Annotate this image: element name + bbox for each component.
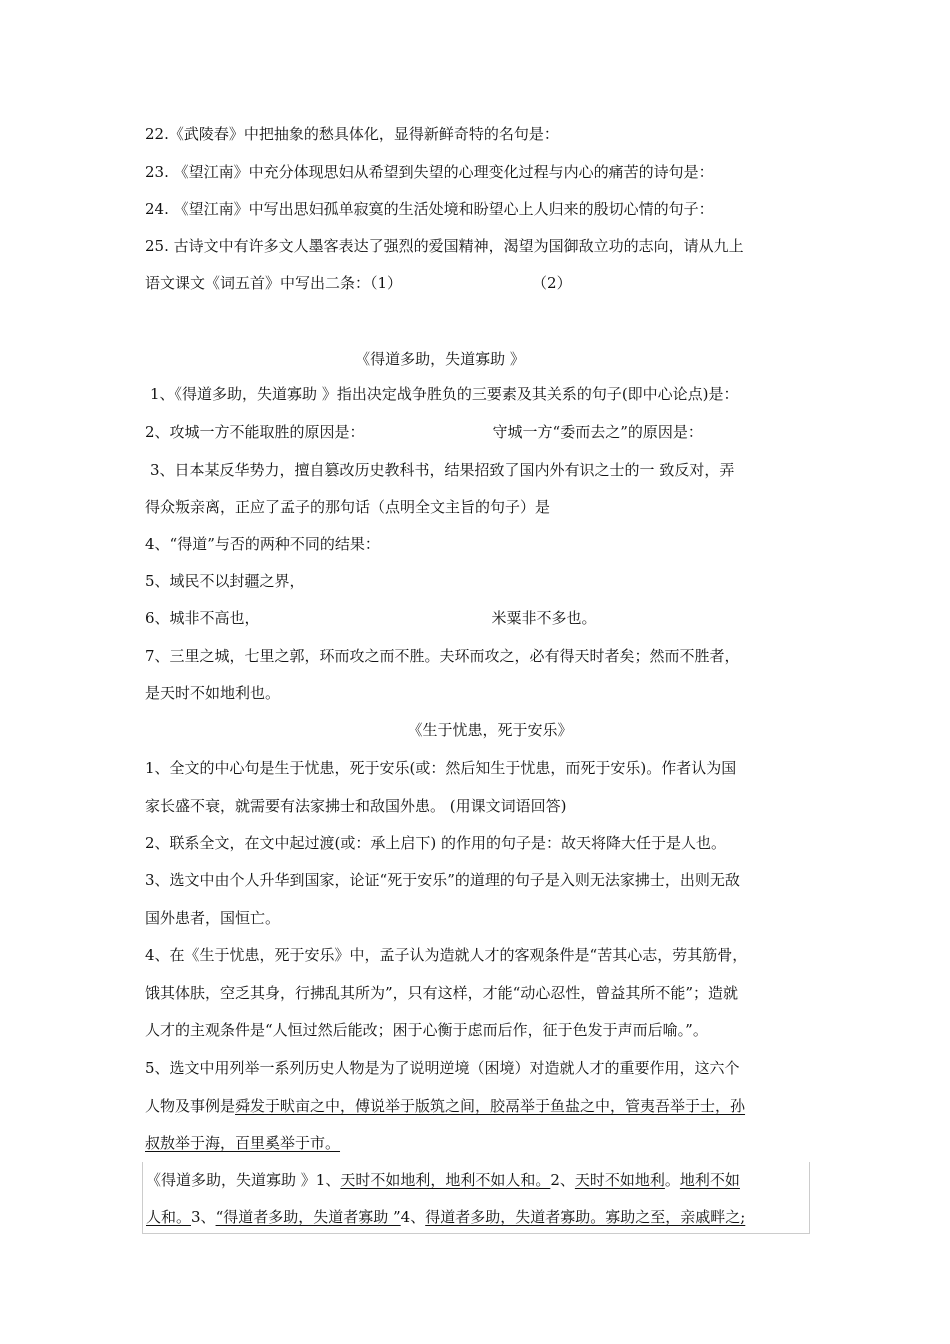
dedao-question-5: 5、域民不以封疆之界， xyxy=(145,572,305,590)
answer-1-prefix: 《得道多助，失道寡助 》1、 xyxy=(146,1171,341,1189)
question-25-line-1: 25. 古诗文中有许多文人墨客表达了强烈的爱国精神，渴望为国御敌立功的志向，请从九上 xyxy=(145,237,744,255)
youhuan-question-1-line-2: 家长盛不衰，就需要有法家拂士和敌国外患。 (用课文词语回答) xyxy=(145,797,567,815)
question-24: 24. 《望江南》中写出思妇孤单寂寞的生活处境和盼望心上人归来的殷切心情的句子： xyxy=(145,200,714,218)
answer-3-number: 3、 xyxy=(191,1208,216,1226)
youhuan-question-4-line-1: 4、在《生于忧患，死于安乐》中，孟子认为造就人才的客观条件是“苦其心志，劳其筋骨， xyxy=(145,946,748,964)
question-22: 22.《武陵春》中把抽象的愁具体化，显得新鲜奇特的名句是： xyxy=(145,125,559,143)
dedao-question-6-part-1: 6、城非不高也， xyxy=(145,609,260,627)
answer-3-text: “得道者多助，失道者寡助 ” xyxy=(215,1208,401,1226)
youhuan-question-3-line-1: 3、选文中由个人升华到国家，论证“死于安乐”的道理的句子是入则无法家拂士，出则无敌 xyxy=(145,871,740,889)
youhuan-question-5-prefix: 人物及事例是 xyxy=(145,1097,236,1115)
dedao-question-7-line-1: 7、三里之城，七里之郭，环而攻之而不胜。夫环而攻之，必有得天时者矣；然而不胜者， xyxy=(145,647,740,665)
dedao-question-7-line-2: 是天时不如地利也。 xyxy=(145,684,281,702)
youhuan-question-1-line-1: 1、全文的中心句是生于忧患，死于安乐(或：然后知生于忧患，而死于安乐)。作者认为国 xyxy=(145,759,737,777)
answer-box xyxy=(142,1162,810,1234)
youhuan-question-5-line-1: 5、选文中用列举一系列历史人物是为了说明逆境（困境）对造就人才的重要作用，这六个 xyxy=(145,1059,740,1077)
section-title-dedao: 《得道多助，失道寡助 》 xyxy=(355,350,525,368)
youhuan-question-5-line-3 xyxy=(145,1133,810,1153)
answer-4-text: 得道者多助，失道者寡助。寡助之至，亲戚畔之; xyxy=(425,1208,746,1226)
dedao-question-2-part-2: 守城一方“委而去之”的原因是： xyxy=(492,423,703,441)
section-title-youhuan: 《生于忧患，死于安乐》 xyxy=(407,721,573,739)
youhuan-question-4-line-2: 饿其体肤，空乏其身，行拂乱其所为”，只有这样，才能“动心忍性，曾益其所不能”；造就 xyxy=(145,984,739,1002)
answer-2-period: 。 xyxy=(664,1171,680,1189)
youhuan-question-3-line-2: 国外患者，国恒亡。 xyxy=(145,909,281,927)
question-25-line-2 xyxy=(145,273,810,293)
answer-1-text: 天时不如地利，地利不如人和。 xyxy=(340,1171,551,1189)
answer-2-text-b: 地利不如 xyxy=(679,1171,740,1189)
youhuan-question-5-line-2 xyxy=(145,1096,810,1116)
dedao-question-6 xyxy=(145,608,810,628)
dedao-question-3-line-2: 得众叛亲离，正应了孟子的那句话（点明全文主旨的句子）是 xyxy=(145,498,551,516)
dedao-question-6-part-2: 米粟非不多也。 xyxy=(491,609,597,627)
youhuan-question-5-answer-part-2: 叔敖举于海，百里奚举于市。 xyxy=(145,1134,341,1152)
question-25-part-1: 语文课文《词五首》中写出二条：（1） xyxy=(145,274,403,292)
question-25-part-2: （2） xyxy=(532,274,572,292)
youhuan-question-2: 2、联系全文，在文中起过渡(或：承上启下) 的作用的句子是：故天将降大任于是人也。 xyxy=(145,834,727,852)
answer-line-1 xyxy=(146,1170,811,1190)
youhuan-question-5-answer-part-1: 舜发于畎亩之中，傅说举于版筑之间，胶鬲举于鱼盐之中，管夷吾举于士，孙 xyxy=(235,1097,746,1115)
answer-2-number: 2、 xyxy=(550,1171,575,1189)
question-23: 23. 《望江南》中充分体现思妇从希望到失望的心理变化过程与内心的痛苦的诗句是： xyxy=(145,163,714,181)
dedao-question-2 xyxy=(145,422,810,442)
answer-2-text-a: 天时不如地利 xyxy=(574,1171,665,1189)
youhuan-question-4-line-3: 人才的主观条件是“人恒过然后能改；困于心衡于虑而后作，征于色发于声而后喻。”。 xyxy=(145,1021,708,1039)
dedao-question-1: 1、《得道多助，失道寡助 》指出决定战争胜负的三要素及其关系的句子(即中心论点)是： xyxy=(150,385,739,403)
answer-4-number: 4、 xyxy=(400,1208,426,1226)
dedao-question-2-part-1: 2、攻城一方不能取胜的原因是： xyxy=(145,423,365,441)
dedao-question-4: 4、“得道”与否的两种不同的结果： xyxy=(145,535,380,553)
answer-2-text-c: 人和。 xyxy=(146,1208,192,1226)
dedao-question-3-line-1: 3、日本某反华势力，擅自篡改历史教科书，结果招致了国内外有识之士的一 致反对，弄 xyxy=(150,461,735,479)
answer-line-2 xyxy=(146,1207,811,1227)
